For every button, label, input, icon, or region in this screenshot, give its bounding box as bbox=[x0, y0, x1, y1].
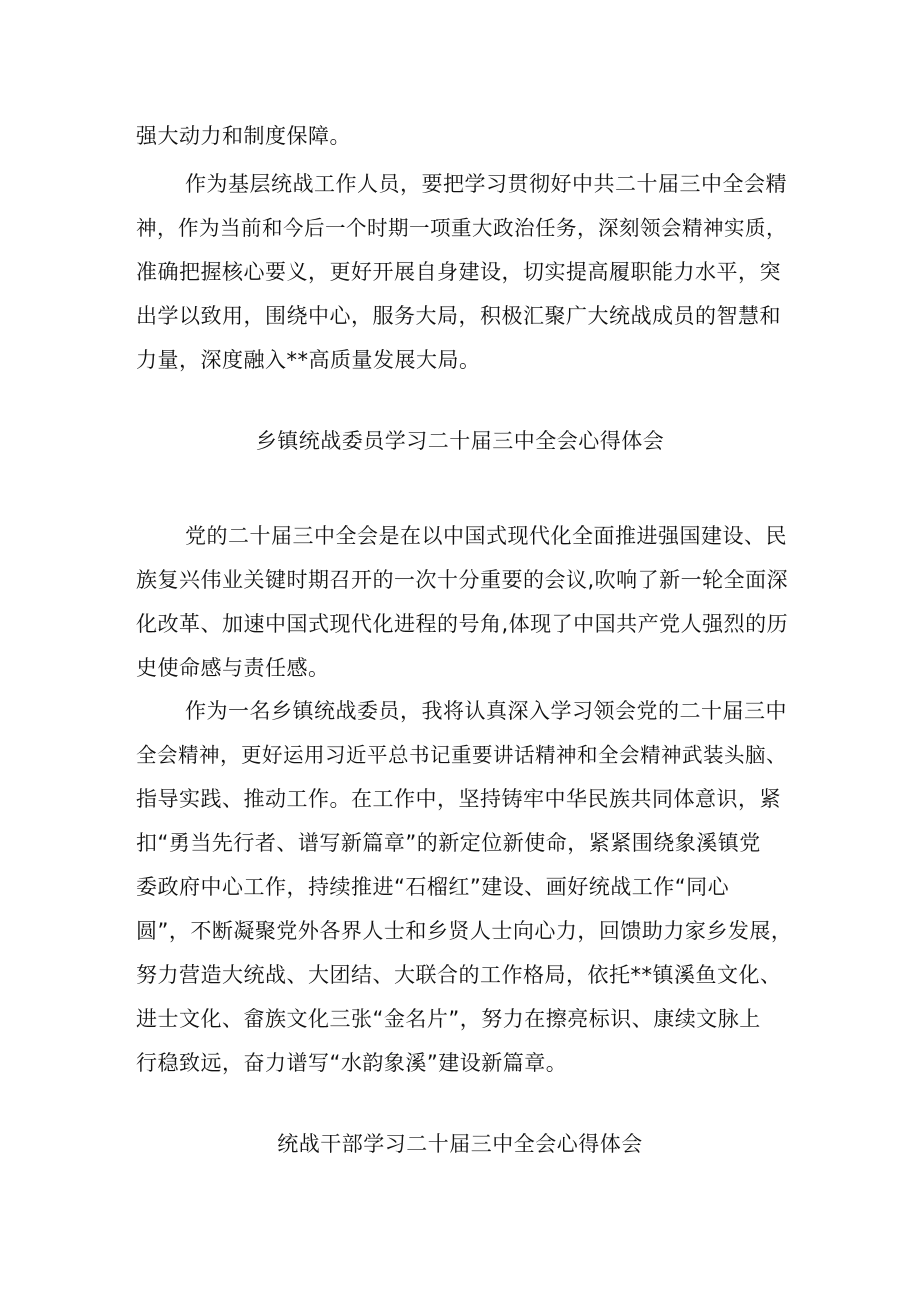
paragraph-line: 准确把握核心要义，更好开展自身建设，切实提高履职能力水平，突 bbox=[136, 260, 781, 284]
section-heading: 统战干部学习二十届三中全会心得体会 bbox=[277, 1132, 643, 1156]
paragraph-line: 出学以致用，围绕中心，服务大局，积极汇聚广大统战成员的智慧和 bbox=[136, 304, 781, 328]
section-heading: 乡镇统战委员学习二十届三中全会心得体会 bbox=[255, 429, 665, 453]
paragraph-line: 进士文化、畲族文化三张“金名片”，努力在擦亮标识、康续文脉上 bbox=[136, 1007, 761, 1031]
paragraph-line: 扣“勇当先行者、谱写新篇章”的新定位新使命，紧紧围绕象溪镇党 bbox=[136, 831, 761, 855]
paragraph-line: 强大动力和制度保障。 bbox=[136, 124, 351, 148]
paragraph-line: 圆”，不断凝聚党外各界人士和乡贤人士向心力，回馈助力家乡发展， bbox=[136, 919, 793, 943]
paragraph-line: 指导实践、推动工作。在工作中，坚持铸牢中华民族共同体意识，紧 bbox=[136, 787, 781, 811]
paragraph-line: 行稳致远，奋力谱写“水韵象溪”建设新篇章。 bbox=[136, 1051, 568, 1075]
paragraph-line: 力量，深度融入**高质量发展大局。 bbox=[136, 348, 481, 372]
paragraph-line: 神，作为当前和今后一个时期一项重大政治任务，深刻领会精神实质， bbox=[136, 216, 787, 240]
paragraph-line: 化改革、加速中国式现代化进程的号角,体现了中国共产党人强烈的历 bbox=[136, 612, 789, 636]
paragraph-line: 族复兴伟业关键时期召开的一次十分重要的会议,吹响了新一轮全面深 bbox=[136, 568, 789, 592]
paragraph-line: 作为一名乡镇统战委员，我将认真深入学习领会党的二十届三中 bbox=[185, 699, 787, 723]
paragraph-line: 作为基层统战工作人员，要把学习贯彻好中共二十届三中全会精 bbox=[185, 172, 787, 196]
paragraph-line: 努力营造大统战、大团结、大联合的工作格局，依托**镇溪鱼文化、 bbox=[136, 963, 782, 987]
paragraph-line: 委政府中心工作，持续推进“石榴红”建设、画好统战工作“同心 bbox=[136, 875, 730, 899]
paragraph-line: 党的二十届三中全会是在以中国式现代化全面推进强国建设、民 bbox=[185, 524, 787, 548]
paragraph-line: 全会精神，更好运用习近平总书记重要讲话精神和全会精神武装头脑、 bbox=[136, 743, 787, 767]
paragraph-line: 史使命感与责任感。 bbox=[136, 656, 330, 680]
